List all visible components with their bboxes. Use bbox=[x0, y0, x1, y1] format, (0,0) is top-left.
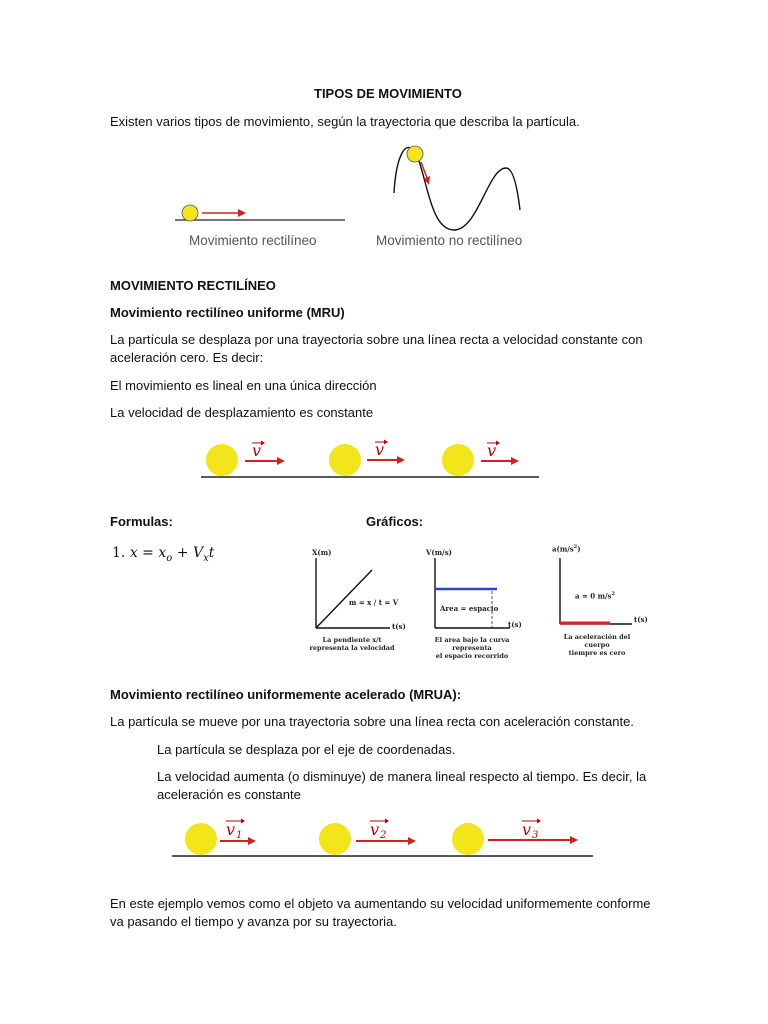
ball-icon bbox=[185, 823, 217, 855]
mru-point-direction: El movimiento es lineal en una única dirección bbox=[110, 378, 377, 393]
section-heading: MOVIMIENTO RECTILÍNEO bbox=[110, 278, 276, 293]
mru-heading: Movimiento rectilíneo uniforme (MRU) bbox=[110, 305, 345, 320]
graph1-ylabel: X(m) bbox=[312, 548, 332, 557]
arrow-icon bbox=[238, 209, 246, 217]
graph3-caption: La aceleración del cuerpo tiempre es cero bbox=[563, 633, 631, 657]
ball-icon bbox=[329, 444, 361, 476]
mru-ball-1 bbox=[206, 441, 285, 477]
mru-paragraph-line1: La partícula se desplaza por una trayectoria sobre una línea recta a velocidad constante con bbox=[110, 332, 643, 347]
graph3-xlabel: t(s) bbox=[634, 615, 648, 624]
mru-point-velocity: La velocidad de desplazamiento es constante bbox=[110, 405, 374, 420]
mrua-point-velocity-line2: aceleración es constante bbox=[157, 787, 301, 802]
non-rectilinear-figure bbox=[388, 138, 528, 238]
velocity-label: v bbox=[487, 441, 497, 460]
graph3-note: a = 0 $m/s^2$ bbox=[575, 591, 615, 601]
arrow-icon bbox=[511, 457, 519, 465]
velocity-label: v bbox=[522, 820, 532, 839]
ball-icon bbox=[319, 823, 351, 855]
mru-ball-2 bbox=[329, 440, 405, 477]
mrua-ball-1 bbox=[185, 819, 256, 856]
arrow-icon bbox=[277, 457, 285, 465]
mrua-point-axis: La partícula se desplaza por el eje de coordenadas. bbox=[157, 742, 456, 757]
caption-rectilinear: Movimiento rectilíneo bbox=[189, 233, 317, 248]
arrow-icon bbox=[408, 837, 416, 845]
graph1-note: m = x / t = V bbox=[349, 598, 399, 607]
mru-formula: 1. $x = x_o + V_xt$ bbox=[112, 545, 215, 564]
mrua-ball-2 bbox=[319, 819, 416, 856]
mrua-heading: Movimiento rectilíneo uniformemente acelerado (MRUA): bbox=[110, 687, 462, 702]
graph3-ylabel: $a(m/s^2)$ bbox=[552, 544, 581, 554]
intro-text: Existen varios tipos de movimiento, según la trayectoria que describa la partícula. bbox=[110, 114, 580, 129]
ball-icon bbox=[407, 146, 423, 162]
arrow-icon bbox=[570, 836, 578, 844]
velocity-subscript: 1 bbox=[236, 830, 243, 841]
velocity-label: v bbox=[226, 820, 236, 839]
ball-icon bbox=[206, 444, 238, 476]
page-title: TIPOS DE MOVIMIENTO bbox=[314, 86, 462, 101]
velocity-label: v bbox=[370, 820, 380, 839]
ball-icon bbox=[452, 823, 484, 855]
mrua-paragraph: La partícula se mueve por una trayectoria sobre una línea recta con aceleración constante. bbox=[110, 714, 634, 729]
velocity-subscript: 3 bbox=[532, 830, 539, 841]
mru-paragraph-line2: aceleración cero. Es decir: bbox=[110, 350, 264, 365]
mrua-ball-3 bbox=[452, 819, 578, 856]
conclusion-line1: En este ejemplo vemos como el objeto va aumentando su velocidad uniformemente conforme bbox=[110, 896, 651, 911]
velocity-time-graph bbox=[428, 548, 518, 638]
graph2-ylabel: V(m/s) bbox=[426, 548, 452, 557]
velocity-label: v bbox=[252, 441, 262, 460]
mru-figure bbox=[195, 437, 555, 487]
arrow-icon bbox=[248, 837, 256, 845]
mrua-figure bbox=[170, 814, 600, 864]
ball-icon bbox=[182, 205, 198, 221]
mrua-point-velocity-line1: La velocidad aumenta (o disminuye) de manera lineal respecto al tiempo. Es decir, la bbox=[157, 769, 647, 784]
ball-icon bbox=[442, 444, 474, 476]
formulas-label: Formulas: bbox=[110, 514, 173, 529]
graph2-xlabel: t(s) bbox=[508, 620, 522, 629]
mru-ball-3 bbox=[442, 441, 519, 477]
velocity-label: v bbox=[375, 440, 385, 459]
caption-non-rectilinear: Movimiento no rectilíneo bbox=[376, 233, 523, 248]
position-time-graph bbox=[305, 548, 395, 638]
graph1-xlabel: t(s) bbox=[392, 622, 406, 631]
velocity-subscript: 2 bbox=[380, 830, 387, 841]
graficos-label: Gráficos: bbox=[366, 514, 424, 529]
graph2-note: Area = espacio bbox=[440, 604, 499, 613]
graph1-caption: La pendiente x/t representa la velocidad bbox=[309, 636, 395, 652]
graph2-caption: El area bajo la curva representa el espacio recorrido bbox=[434, 636, 510, 660]
conclusion-line2: va pasando el tiempo y avanza por su trayectoria. bbox=[110, 914, 397, 929]
arrow-icon bbox=[397, 456, 405, 464]
